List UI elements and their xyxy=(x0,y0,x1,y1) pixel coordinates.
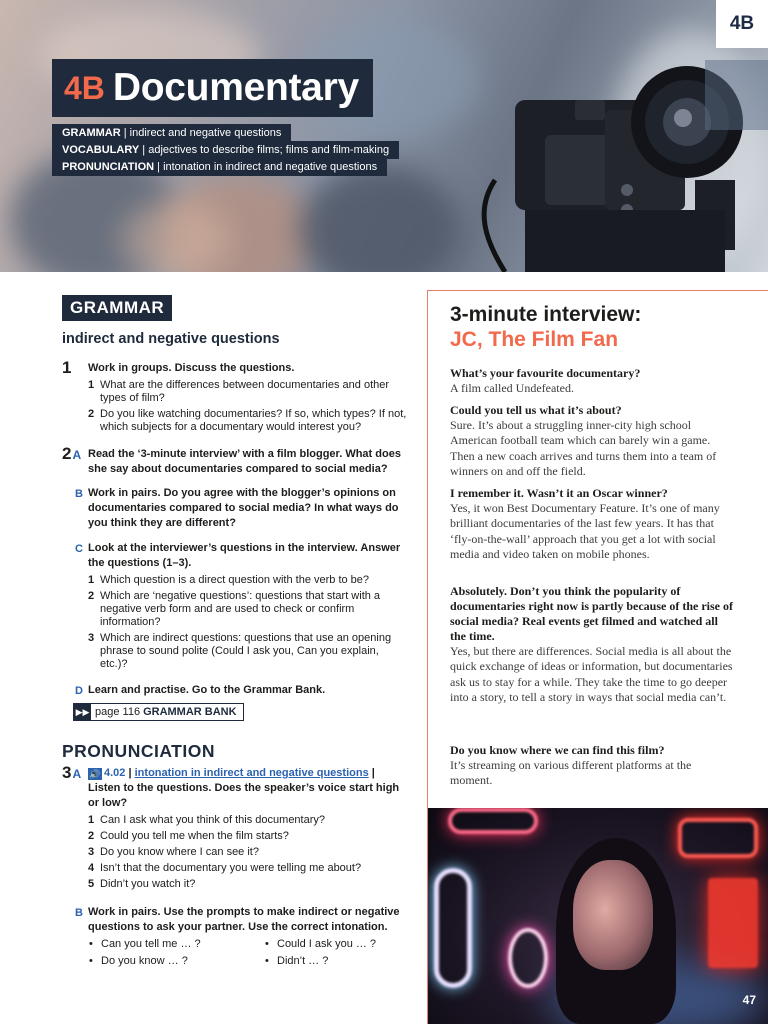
strip-pronunciation: PRONUNCIATION | intonation in indirect and negative questions xyxy=(52,158,387,176)
list-item: 1 What are the differences between documentaries and other types of film? xyxy=(88,379,390,404)
exercise-2c-list xyxy=(88,574,408,674)
list-item: • Can you tell me … ? xyxy=(88,938,258,951)
fast-forward-icon: ▶▶ xyxy=(74,704,91,720)
list-item: 3 Which are indirect questions: questions that use an opening phrase to sound polite (Could I ask you, Can you explain, etc.)? xyxy=(88,632,392,670)
title-text: Documentary xyxy=(112,66,359,109)
interview-title: 3-minute interview: xyxy=(450,303,642,326)
page-number: 47 xyxy=(742,993,756,1007)
exercise-1-number: 1 xyxy=(62,358,72,377)
audio-topic: intonation in indirect and negative questions xyxy=(134,767,369,779)
list-item: 3 Do you know where I can see it? xyxy=(88,846,259,858)
exercise-2b-instruction: Work in pairs. Do you agree with the blogger’s opinions on documentaries compared to social media? In what ways do you think they are different? xyxy=(88,487,399,529)
exercise-2b-letter: B xyxy=(75,488,83,500)
interview-qa-5 xyxy=(450,743,736,789)
grammar-heading: GRAMMAR xyxy=(62,295,172,321)
hero-banner xyxy=(0,0,768,272)
neon-portrait-photo xyxy=(428,808,768,1024)
interview-answer: A film called Undefeated. xyxy=(450,381,574,395)
grammar-subheading: indirect and negative questions xyxy=(62,331,280,347)
exercise-2d-instruction: Learn and practise. Go to the Grammar Bank. xyxy=(88,684,326,696)
strip-grammar: GRAMMAR | indirect and negative questions xyxy=(52,124,291,142)
interview-question: What’s your favourite documentary? xyxy=(450,366,641,380)
exercise-3b-instruction: Work in pairs. Use the prompts to make indirect or negative questions to ask your partner. Use the correct intonation. xyxy=(88,906,400,933)
pronunciation-heading: PRONUNCIATION xyxy=(62,741,215,761)
list-item: • Do you know … ? xyxy=(88,955,258,968)
interview-question: Do you know where we can find this film? xyxy=(450,743,665,757)
exercise-2d-letter: D xyxy=(75,685,83,697)
unit-tag: 4B xyxy=(716,0,768,48)
page-title xyxy=(52,59,373,117)
exercise-2c-instruction: Look at the interviewer’s questions in the interview. Answer the questions (1–3). xyxy=(88,542,401,569)
grammar-bank-link[interactable] xyxy=(73,703,244,721)
speaker-icon[interactable]: 🔊 xyxy=(89,769,101,779)
prompt-list-left xyxy=(88,938,258,972)
list-item: 1 Which question is a direct question with the verb to be? xyxy=(88,574,370,586)
interview-question: Could you tell us what it’s about? xyxy=(450,403,622,417)
interview-qa-2 xyxy=(450,403,736,480)
video-camera-image xyxy=(455,40,768,272)
audio-track[interactable]: 4.02 xyxy=(104,767,126,779)
interview-answer: It’s streaming on various different platforms at the moment. xyxy=(450,758,692,788)
interview-answer: Yes, it won Best Documentary Feature. It’s one of many brilliant documentaries of the last few years. It has that ‘fly-on-the-wall’ approach that you get a lot with social media and video taken on mobile phones. xyxy=(450,501,720,562)
exercise-1-instruction: Work in groups. Discuss the questions. xyxy=(88,362,295,374)
grammar-bank-page: page 116 xyxy=(95,706,141,718)
exercise-3-number: 3A xyxy=(62,763,82,782)
list-item: • Didn’t … ? xyxy=(264,955,414,968)
interview-qa-3 xyxy=(450,486,736,563)
exercise-2a-instruction: Read the ‘3-minute interview’ with a film blogger. What does she say about documentaries compared to social media? xyxy=(88,448,401,475)
list-item: 2 Could you tell me when the film starts? xyxy=(88,830,289,842)
list-item: 4 Isn’t that the documentary you were telling me about? xyxy=(88,862,362,874)
grammar-bank-label: GRAMMAR BANK xyxy=(143,706,237,718)
list-item: • Could I ask you … ? xyxy=(264,938,414,951)
exercise-1-list xyxy=(88,379,408,437)
strip-vocabulary: VOCABULARY | adjectives to describe films; films and film-making xyxy=(52,141,399,159)
list-item: 5 Didn’t you watch it? xyxy=(88,878,196,890)
interview-question: I remember it. Wasn’t it an Oscar winner? xyxy=(450,486,668,500)
prompt-list-right xyxy=(264,938,414,972)
exercise-3a-instruction: 🔊 4.02 | intonation in indirect and negative questions | Listen to the questions. Does the speaker’s voice start high or low? xyxy=(88,767,400,809)
exercise-3b-letter: B xyxy=(75,907,83,919)
list-item: 2 Do you like watching documentaries? If so, which types? If not, which subjects for a documentary would interest you? xyxy=(88,408,407,433)
interview-qa-1 xyxy=(450,366,736,396)
interview-subtitle: JC, The Film Fan xyxy=(450,328,619,351)
exercise-3a-list xyxy=(88,814,408,894)
list-item: 1 Can I ask what you think of this documentary? xyxy=(88,814,326,826)
interview-answer: Yes, but there are differences. Social media is all about the quick exchange of ideas or information, but documentaries ask us to stay for a while. They take the time to go deeper into a story, to tell a story in ways that social media can’t. xyxy=(450,644,733,705)
exercise-2c-letter: C xyxy=(75,543,83,555)
interview-question: Absolutely. Don’t you think the popularity of documentaries right now is partly because of the rise of social media? Real events get filmed and watched all the time. xyxy=(450,584,733,643)
list-item: 2 Which are ‘negative questions’: questions that start with a negative verb form and are used to check or confirm information? xyxy=(88,590,381,628)
interview-qa-4 xyxy=(450,584,736,706)
interview-answer: Sure. It’s about a struggling inner-city high school American football team which can barely win a game. Then a new coach arrives and turns them into a team of winners on and off the field. xyxy=(450,418,717,479)
exercise-2-number: 2A xyxy=(62,444,82,463)
title-unit-code: 4B xyxy=(64,69,105,106)
